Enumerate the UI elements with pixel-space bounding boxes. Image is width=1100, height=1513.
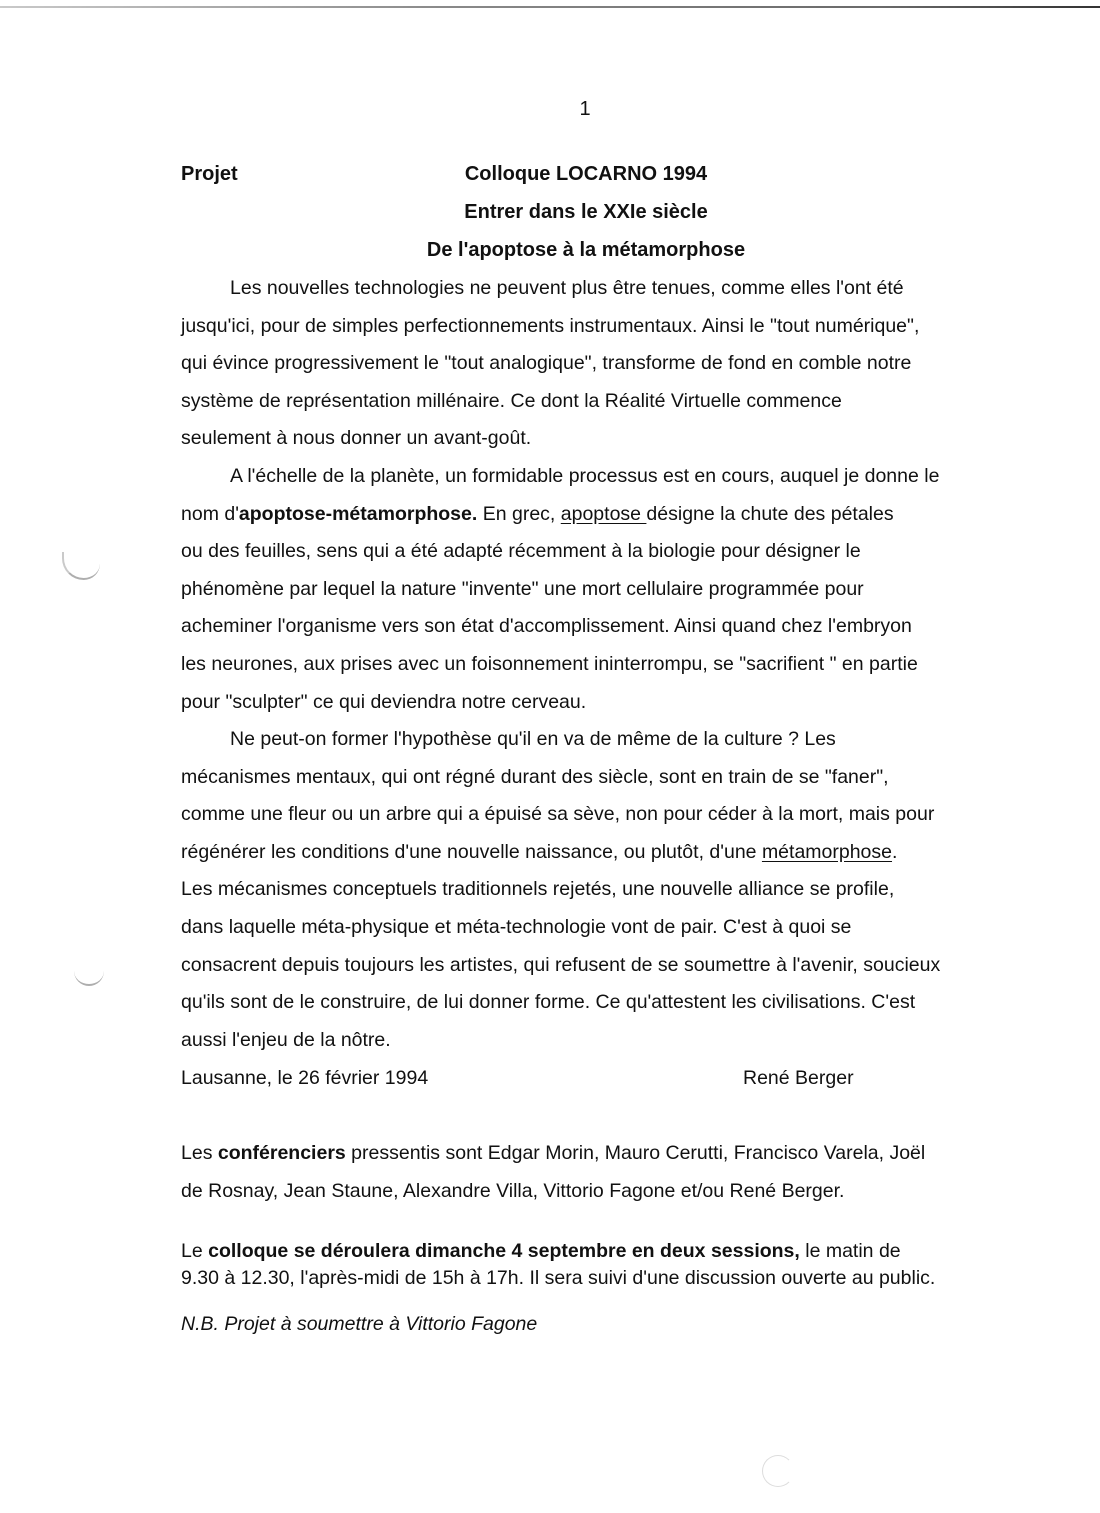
binder-hole-mark: [74, 962, 104, 986]
document-subtitle: Entrer dans le XXIe siècle: [464, 201, 708, 223]
text-line: [181, 496, 1041, 534]
text-fragment: nom d': [181, 502, 239, 525]
project-label: Projet: [181, 163, 238, 185]
text-line: 9.30 à 12.30, l'après-midi de 15h à 17h. Il sera suivi d'une discussion ouverte au public.: [181, 1267, 936, 1289]
text-line: seulement à nous donner un avant-goût.: [181, 427, 532, 450]
text-line: ou des feuilles, sens qui a été adapté récemment à la biologie pour désigner le: [181, 540, 861, 563]
text-line: les neurones, aux prises avec un foisonnement ininterrompu, se "sacrifient " en partie: [181, 652, 918, 675]
text-line: Les nouvelles technologies ne peuvent plus être tenues, comme elles l'ont été: [230, 277, 904, 299]
text-line: Les mécanismes conceptuels traditionnels rejetés, une nouvelle alliance se profile,: [181, 878, 895, 901]
binder-hole-mark: [62, 552, 100, 580]
scan-top-edge: [0, 6, 1100, 8]
bold-term: apoptose-métamorphose.: [238, 502, 478, 525]
paragraph-technologies: [181, 270, 1041, 458]
text-line: dans laquelle méta-physique et méta-technologie vont de pair. C'est à quoi se: [181, 915, 852, 938]
text-fragment: pressentis sont Edgar Morin, Mauro Cerutti, Francisco Varela, Joël: [345, 1142, 926, 1164]
text-line: acheminer l'organisme vers son état d'accomplissement. Ainsi quand chez l'embryon: [181, 615, 912, 638]
corner-smudge: [762, 1455, 794, 1487]
underlined-term: apoptose: [560, 502, 647, 525]
text-fragment: le matin de: [799, 1240, 901, 1262]
text-line: [181, 1135, 1041, 1173]
text-line: comme une fleur ou un arbre qui a épuisé sa sève, non pour céder à la mort, mais pour: [181, 803, 935, 826]
place-date: Lausanne, le 26 février 1994: [181, 1067, 429, 1089]
text-line: système de représentation millénaire. Ce dont la Réalité Virtuelle commence: [181, 389, 842, 412]
note-nb: N.B. Projet à soumettre à Vittorio Fagone: [181, 1313, 538, 1335]
document-theme: De l'apoptose à la métamorphose: [426, 239, 746, 261]
text-fragment: Le: [181, 1240, 209, 1262]
author-name: René Berger: [743, 1067, 854, 1089]
paragraph-apoptose: [181, 458, 1041, 721]
bold-term: conférenciers: [217, 1142, 346, 1164]
text-line: jusqu'ici, pour de simples perfectionnements instrumentaux. Ainsi le "tout numérique",: [181, 314, 920, 337]
bold-term: colloque se déroulera dimanche 4 septembre en deux sessions,: [208, 1240, 800, 1262]
text-line: phénomène par lequel la nature "invente" une mort cellulaire programmée pour: [181, 577, 864, 600]
text-line: pour "sculpter" ce qui deviendra notre cerveau.: [181, 690, 587, 713]
page-number: 1: [579, 98, 591, 120]
text-line: [181, 834, 1041, 872]
speakers-paragraph: [181, 1135, 1041, 1210]
schedule-paragraph: [181, 1238, 1041, 1292]
text-line: mécanismes mentaux, qui ont régné durant des siècle, sont en train de se "faner",: [181, 765, 889, 788]
text-line: qu'ils sont de le construire, de lui donner forme. Ce qu'attestent les civilisations. C'est: [181, 991, 916, 1014]
paragraph-culture: [181, 721, 1041, 1059]
text-line: de Rosnay, Jean Staune, Alexandre Villa, Vittorio Fagone et/ou René Berger.: [181, 1179, 845, 1202]
text-fragment: En grec,: [477, 502, 561, 525]
document-title: Colloque LOCARNO 1994: [464, 163, 708, 185]
text-line: aussi l'enjeu de la nôtre.: [181, 1028, 391, 1051]
text-fragment: régénérer les conditions d'une nouvelle naissance, ou plutôt, d'une: [181, 840, 762, 863]
text-fragment: .: [892, 840, 898, 863]
text-fragment: désigne la chute des pétales: [646, 502, 894, 525]
text-line: consacrent depuis toujours les artistes, qui refusent de se soumettre à l'avenir, soucieux: [181, 953, 941, 976]
text-line: Ne peut-on former l'hypothèse qu'il en va de même de la culture ? Les: [230, 728, 836, 750]
text-fragment: Les: [181, 1142, 218, 1164]
text-line: [181, 1238, 1041, 1265]
text-line: qui évince progressivement le "tout analogique", transforme de fond en comble notre: [181, 352, 912, 375]
underlined-term: métamorphose: [761, 840, 893, 863]
text-line: A l'échelle de la planète, un formidable processus est en cours, auquel je donne le: [230, 465, 940, 487]
